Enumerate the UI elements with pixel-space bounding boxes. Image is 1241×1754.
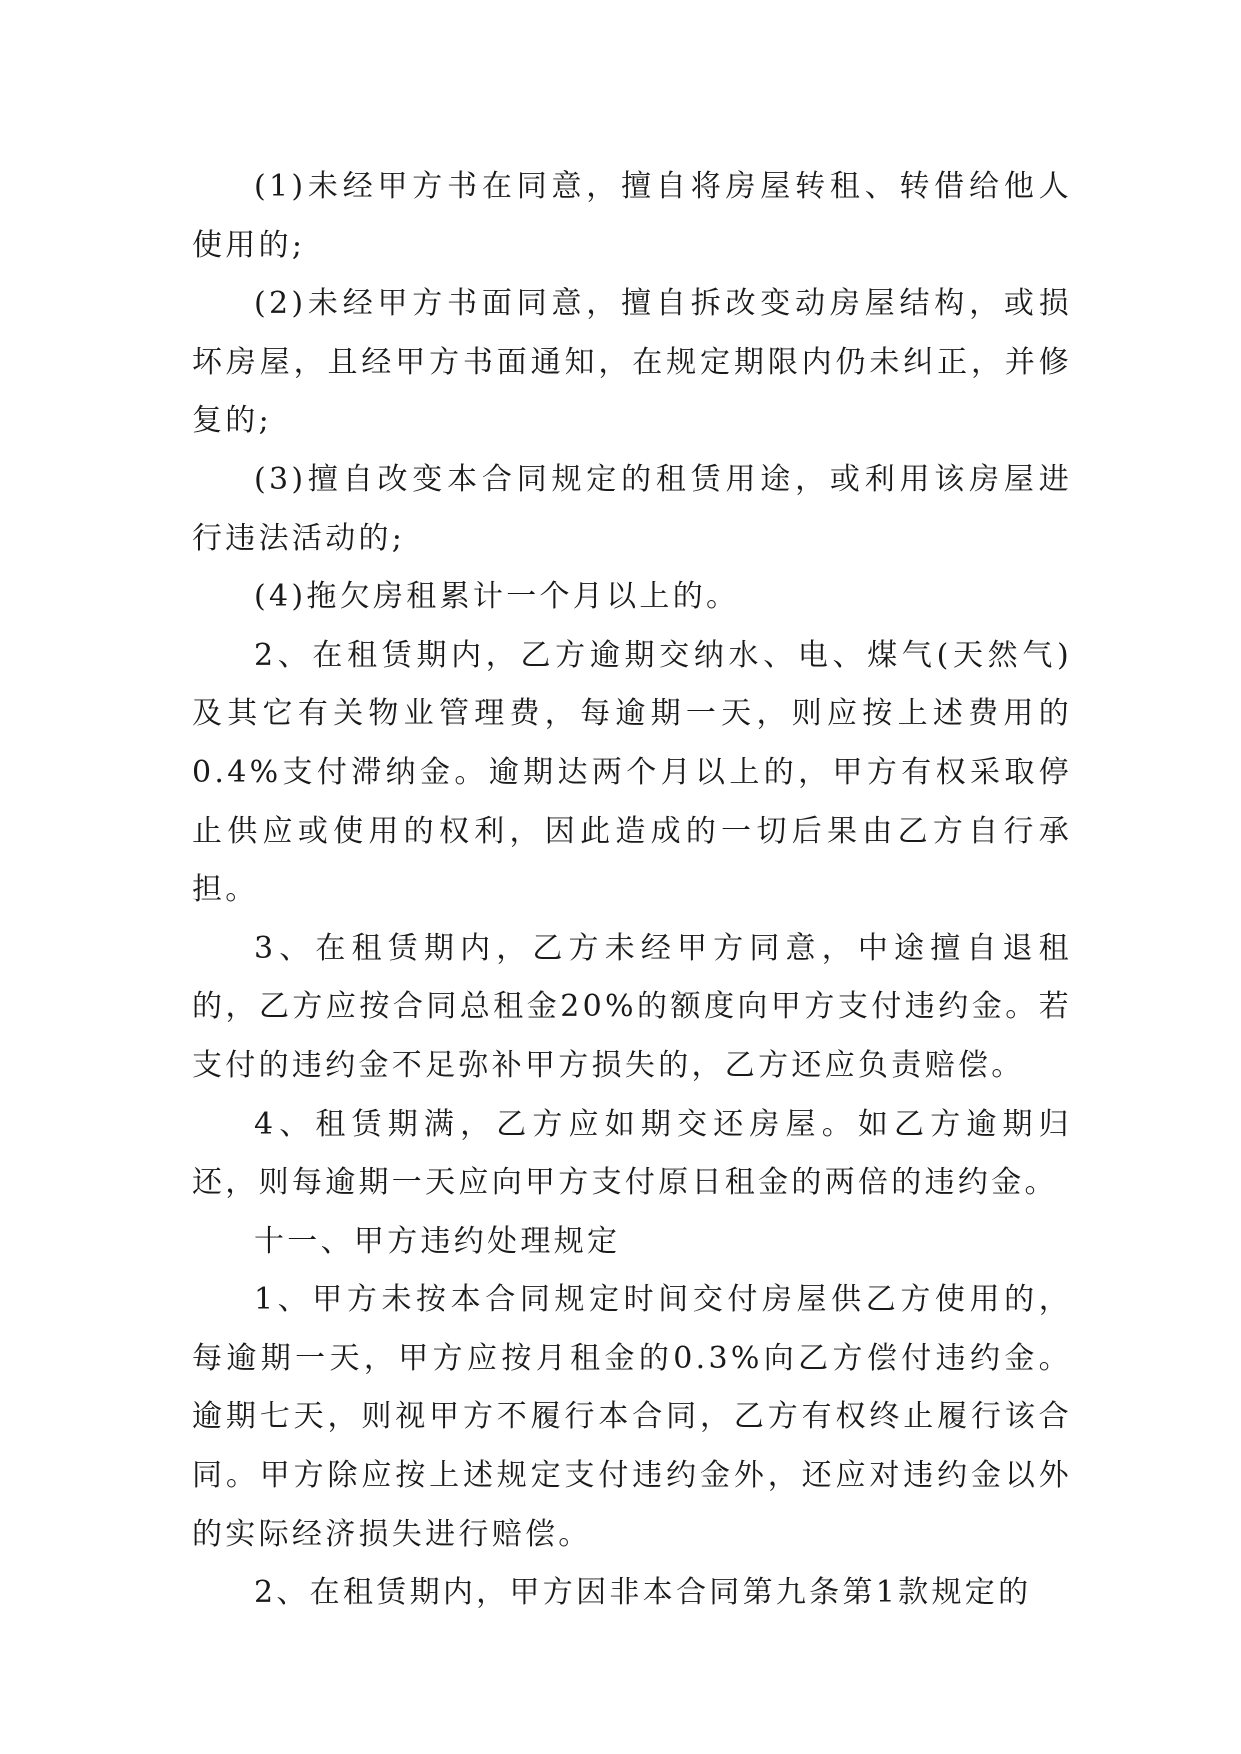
section-heading: 十一、甲方违约处理规定 <box>254 1223 621 1259</box>
landlord-article-2: 2、在租赁期内，甲方因非本合同第九条第1款规定的 <box>254 1575 1032 1611</box>
article-2-late-fees: 2、在租赁期内，乙方逾期交纳水、电、煤气(天然气)及其它有关物业管理费，每逾期一天，则应按上述费用的0.4%支付滞纳金。逾期达两个月以上的，甲方有权采取停止供应或使用的权利，因此造成的一切后果由乙方自行承担。 <box>192 637 1072 908</box>
clause-4-arrears: (4)拖欠房租累计一个月以上的。 <box>254 579 740 615</box>
document-body <box>192 158 1072 1623</box>
clause-3-usage: (3)擅自改变本合同规定的租赁用途，或利用该房屋进行违法活动的; <box>192 461 1072 556</box>
clause-1-sublet: (1)未经甲方书在同意，擅自将房屋转租、转借给他人使用的; <box>192 169 1072 263</box>
landlord-article-1: 1、甲方未按本合同规定时间交付房屋供乙方使用的，每逾期一天，甲方应按月租金的0.3%向乙方偿付违约金。逾期七天，则视甲方不履行本合同，乙方有权终止履行该合同。甲方除应按上述规定支付违约金外，还应对违约金以外的实际经济损失进行赔偿。 <box>192 1282 1072 1552</box>
clause-2-alteration: (2)未经甲方书面同意，擅自拆改变动房屋结构，或损坏房屋，且经甲方书面通知，在规定期限内仍未纠正，并修复的; <box>192 286 1072 439</box>
article-3-early-termination: 3、在租赁期内，乙方未经甲方同意，中途擅自退租的，乙方应按合同总租金20%的额度向甲方支付违约金。若支付的违约金不足弥补甲方损失的，乙方还应负责赔偿。 <box>192 930 1072 1083</box>
article-4-return: 4、租赁期满，乙方应如期交还房屋。如乙方逾期归还，则每逾期一天应向甲方支付原日租金的两倍的违约金。 <box>192 1106 1072 1201</box>
